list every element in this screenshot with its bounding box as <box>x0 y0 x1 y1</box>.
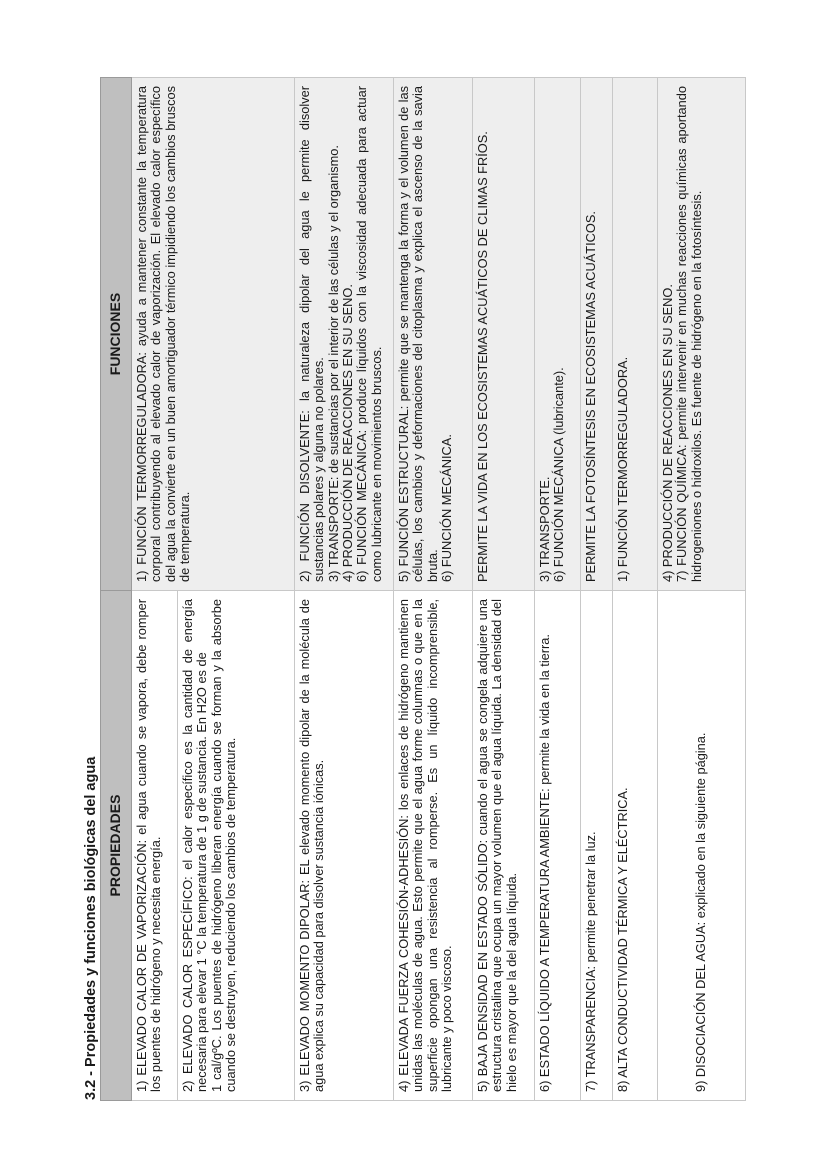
function-cell: 3) TRANSPORTE. 6) FUNCIÓN MECÁNICA (lubricante). <box>535 78 581 591</box>
section-title: 3.2 - Propiedades y funciones biológicas del agua <box>83 756 99 1100</box>
property-cell: 9) DISOCIACIÓN DEL AGUA: explicado en la siguiente página. <box>658 591 746 1101</box>
header-functions: FUNCIONES <box>101 78 132 591</box>
function-cell: PERMITE LA FOTOSÍNTESIS EN ECOSISTEMAS ACUÁTICOS. <box>581 78 613 591</box>
property-cell: 4) ELEVADA FUERZA COHESIÓN-ADHESIÓN: los enlaces de hidrógeno mantienen unidas las moléculas de agua. Esto permite que el agua forme columnas o que en la superficie opongan una resistencia al romperse. Es un líquido incomprensible, lubricante y poco viscoso. <box>394 591 473 1101</box>
property-cell: 6) ESTADO LÍQUIDO A TEMPERATURA AMBIENTE: permite la vida en la tierra. <box>535 591 581 1101</box>
property-cell: 2) ELEVADO CALOR ESPECÍFICO: el calor específico es la cantidad de energía necesaria para elevar 1 °C la temperatura de 1 g de sustancia. En H2O es de 1 cal/gºC. Los puentes de hidrógeno liberan energía cuando se forman y la absorbe cuando se destruyen, reduciendo los cambios de temperatura. <box>178 591 295 1101</box>
function-cell: 4) PRODUCCIÓN DE REACCIONES EN SU SENO. 7) FUNCIÓN QUÍMICA: permite intervenir en muchas reacciones químicas aportando hidrogeniones o hidroxilos. Es fuente de hidrógeno en la fotosíntesis. <box>658 78 746 591</box>
function-cell: 2) FUNCIÓN DISOLVENTE: la naturaleza dipolar del agua le permite disolver sustancias polares y alguna no polares. 3) TRANSPORTE: de sustancias por el interior de las células y el organismo. 4) PRODUCCIÓN DE REACCIONES EN SU SENO. 6) FUNCIÓN MECÁNICA: produce líquidos con la viscosidad adecuada para actuar como lubricante en movimientos bruscos. <box>295 78 394 591</box>
properties-functions-table <box>100 77 746 1101</box>
property-cell: 8) ALTA CONDUCTIVIDAD TÉRMICA Y ELÉCTRICA. <box>613 591 658 1101</box>
function-cell: PERMITE LA VIDA EN LOS ECOSISTEMAS ACUÁTICOS DE CLIMAS FRÍOS. <box>473 78 535 591</box>
property-cell: 1) ELEVADO CALOR DE VAPORIZACIÓN: el agua cuando se vapora, debe romper los puentes de hidrógeno y necesita energía. <box>132 591 178 1101</box>
table-row <box>613 78 658 1101</box>
table-row <box>132 78 178 1101</box>
table-row <box>473 78 535 1101</box>
function-cell: 1) FUNCIÓN TERMORREGULADORA. <box>613 78 658 591</box>
table-row <box>394 78 473 1101</box>
table-row <box>581 78 613 1101</box>
function-cell: 1) FUNCIÓN TERMORREGULADORA: ayuda a mantener constante la temperatura corporal contribuyendo al elevado calor de vaporización. El elevado calor específico del agua la convierte en un buen amortiguador térmico impidiendo los cambios bruscos de temperatura. <box>132 78 295 591</box>
header-properties: PROPIEDADES <box>101 591 132 1101</box>
property-cell: 5) BAJA DENSIDAD EN ESTADO SÓLIDO: cuando el agua se congela adquiere una estructura cristalina que ocupa un mayor volumen que el agua líquida. La densidad del hielo es mayor que la del agua líquida. <box>473 591 535 1101</box>
table-row <box>658 78 746 1101</box>
function-cell: 5) FUNCIÓN ESTRUCTURAL: permite que se mantenga la forma y el volumen de las células, los cambios y deformaciones del citoplasma y explica el ascenso de la savia bruta. 6) FUNCIÓN MECÁNICA. <box>394 78 473 591</box>
table-row <box>535 78 581 1101</box>
table-row <box>295 78 394 1101</box>
property-cell: 7) TRANSPARENCIA: permite penetrar la luz. <box>581 591 613 1101</box>
property-cell: 3) ELEVADO MOMENTO DIPOLAR: EL elevado momento dipolar de la molécula de agua explica su capacidad para disolver sustancia iónicas. <box>295 591 394 1101</box>
table-header-row <box>101 78 132 1101</box>
